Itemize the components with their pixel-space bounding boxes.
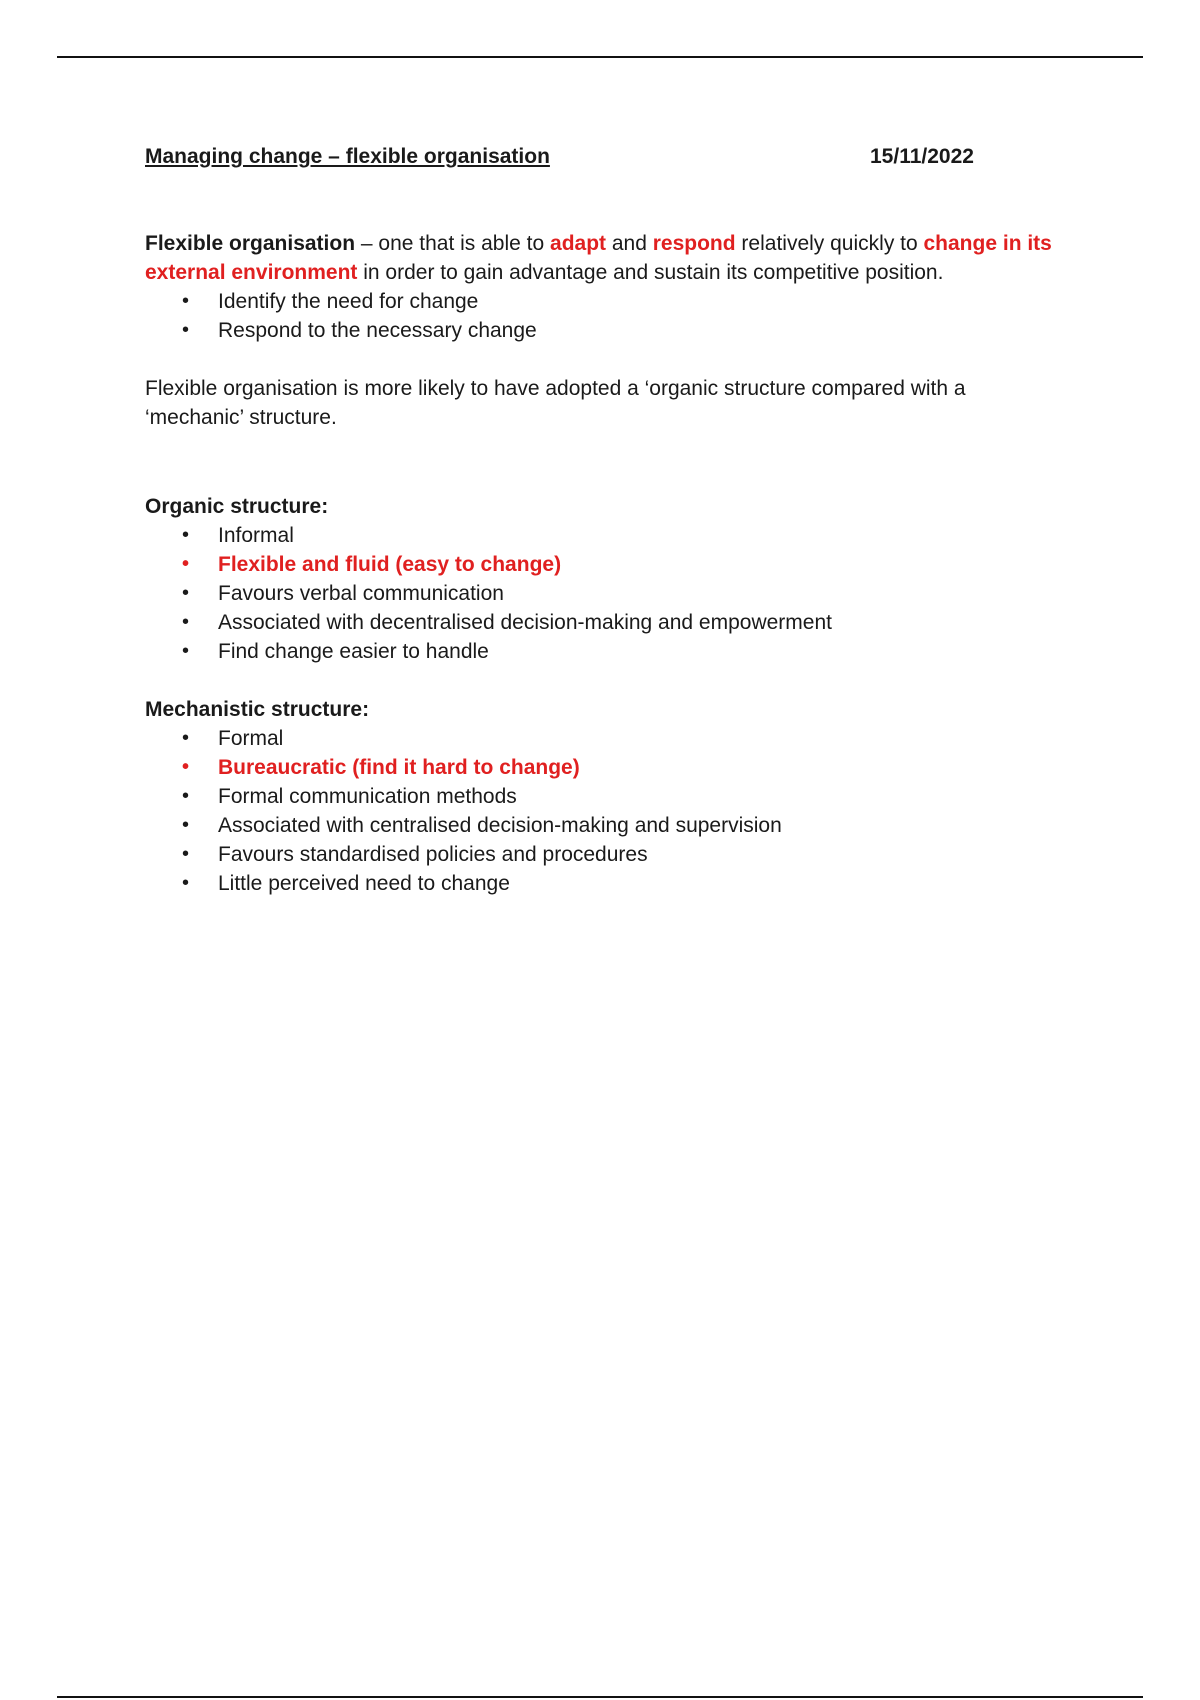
mechanistic-list <box>145 724 1060 898</box>
document-page <box>145 142 1060 898</box>
definition-paragraph <box>145 229 1060 287</box>
list-item: • Associated with centralised decision-making and supervision <box>218 811 1060 840</box>
page-date: 15/11/2022 <box>870 145 974 168</box>
mechanistic-heading: Mechanistic structure: <box>145 698 370 721</box>
list-item: • Respond to the necessary change <box>218 316 1060 345</box>
definition-text-4: in order to gain advantage and sustain its competitive position. <box>357 261 944 284</box>
list-item: • Informal <box>218 521 1060 550</box>
comparison-paragraph: Flexible organisation is more likely to have adopted a ‘organic structure compared with a ‘mechanic’ structure. <box>145 377 966 429</box>
bottom-rule <box>57 1696 1143 1698</box>
list-item: • Favours verbal communication <box>218 579 1060 608</box>
list-item: • Find change easier to handle <box>218 637 1060 666</box>
definition-text-1: – one that is able to <box>355 232 551 255</box>
list-item: • Favours standardised policies and procedures <box>218 840 1060 869</box>
list-item: • Formal <box>218 724 1060 753</box>
definition-text-2: and <box>606 232 653 255</box>
list-item: • Identify the need for change <box>218 287 1060 316</box>
list-item: • Formal communication methods <box>218 782 1060 811</box>
list-item: • Little perceived need to change <box>218 869 1060 898</box>
keyword-respond: respond <box>652 232 736 255</box>
page-title: Managing change – flexible organisation <box>145 145 550 168</box>
organic-heading: Organic structure: <box>145 495 329 518</box>
keyword-external-change: change in its external environment <box>145 232 1052 284</box>
definition-term: Flexible organisation <box>145 232 356 255</box>
organic-list <box>145 521 1060 666</box>
list-item-highlight: • Flexible and fluid (easy to change) <box>218 550 1060 579</box>
definition-text-3: relatively quickly to <box>735 232 924 255</box>
keyword-adapt: adapt <box>550 232 607 255</box>
definition-bullets <box>145 287 1060 345</box>
title-row <box>145 142 1060 174</box>
list-item-highlight: • Bureaucratic (find it hard to change) <box>218 753 1060 782</box>
top-rule <box>57 56 1143 58</box>
list-item: • Associated with decentralised decision-making and empowerment <box>218 608 1060 637</box>
